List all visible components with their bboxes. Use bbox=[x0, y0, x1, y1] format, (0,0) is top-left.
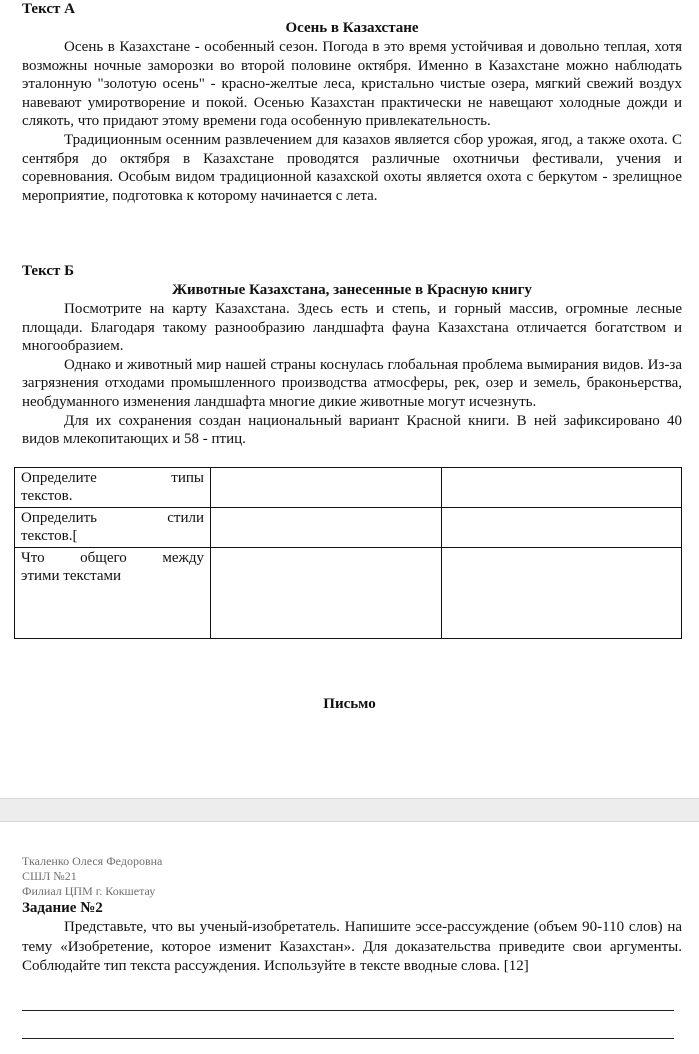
table-row bbox=[15, 468, 682, 508]
text-a-paragraph-2: Традиционным осенним развлечением для казахов является сбор урожая, ягод, а также охота. С сентября до октября в Казахстане проводятся различные охотничьи фестивали, учения и соревнования. Особым видом традиционной казахской охоты является охота с беркутом - зрелищное мероприятие, подготовка к которому начинается с лета. bbox=[22, 131, 682, 204]
text-b-title: Животные Казахстана, занесенные в Красную книгу bbox=[172, 282, 532, 298]
author-header bbox=[22, 854, 162, 899]
table-question-line: Что общего между bbox=[21, 550, 204, 566]
text-b-section bbox=[22, 262, 682, 449]
text-b-paragraph-1: Посмотрите на карту Казахстана. Здесь есть и степь, и горный массив, огромные лесные площади. Благодаря такому разнообразию ландшафта фауна Казахстана отличается богатством и многообразием. bbox=[22, 301, 682, 355]
table-question-line: текстов. bbox=[21, 488, 73, 504]
author-school: СШЛ №21 bbox=[22, 869, 77, 883]
table-question-cell bbox=[15, 508, 211, 548]
table-question-line: Определить стили bbox=[21, 510, 204, 526]
task-label: Задание №2 bbox=[22, 900, 103, 916]
table-answer-cell[interactable] bbox=[442, 548, 682, 639]
text-b-paragraph-3: Для их сохранения создан национальный вариант Красной книги. В ней зафиксировано 40 видов млекопитающих и 58 - птиц. bbox=[22, 412, 682, 448]
table-question-line: текстов.[ bbox=[21, 528, 78, 544]
table-row bbox=[15, 508, 682, 548]
text-b-label: Текст Б bbox=[22, 263, 75, 279]
table-question-line: Определите типы bbox=[21, 470, 204, 486]
table-answer-cell[interactable] bbox=[211, 468, 442, 508]
analysis-table bbox=[14, 467, 682, 639]
text-b-paragraph-2: Однако и животный мир нашей страны коснулась глобальная проблема вымирания видов. Из-за загрязнения отходами промышленного производства атмосферы, рек, озер и земель, браконьерства, необдуманного изменения ландшафта многие дикие животные могут исчезнуть. bbox=[22, 356, 682, 410]
table-answer-cell[interactable] bbox=[211, 548, 442, 639]
table-answer-cell[interactable] bbox=[442, 468, 682, 508]
answer-line[interactable] bbox=[22, 1010, 674, 1011]
text-a-paragraph-1: Осень в Казахстане - особенный сезон. Погода в это время устойчивая и довольно теплая, хотя возможны ночные заморозки во второй половине октября. Именно в Казахстане можно наблюдать эталонную "золотую осень" - красно-желтые леса, кристально чистые озера, мягкий свежий воздух навевают умиротворение и покой. Осенью Казахстан практически не навещают холодные дожди и слякоть, что придают этому времени года особенную привлекательность. bbox=[22, 39, 682, 130]
table-answer-cell[interactable] bbox=[211, 508, 442, 548]
text-a-label: Текст А bbox=[22, 1, 75, 17]
document-page-2 bbox=[0, 822, 699, 1054]
table-question-cell bbox=[15, 468, 211, 508]
author-branch: Филиал ЦПМ г. Кокшетау bbox=[22, 884, 156, 898]
answer-line[interactable] bbox=[22, 1038, 674, 1039]
text-a-section bbox=[22, 0, 682, 205]
table-answer-cell[interactable] bbox=[442, 508, 682, 548]
author-name: Ткаленко Олеся Федоровна bbox=[22, 854, 163, 868]
page-separator bbox=[0, 798, 699, 822]
table-row bbox=[15, 548, 682, 639]
table-question-cell bbox=[15, 548, 211, 639]
task-text: Представьте, что вы ученый-изобретатель. Напишите эссе-рассуждение (объем 90-110 слов) на тему «Изобретение, которое изменит Казахстан». Для доказательства приведите свои аргументы. Соблюдайте тип текста рассуждения. Используйте в тексте вводные слова. [12] bbox=[22, 919, 682, 974]
text-a-title: Осень в Казахстане bbox=[285, 20, 419, 36]
letter-heading: Письмо bbox=[323, 696, 376, 712]
table-question-line: этими текстами bbox=[21, 568, 121, 584]
